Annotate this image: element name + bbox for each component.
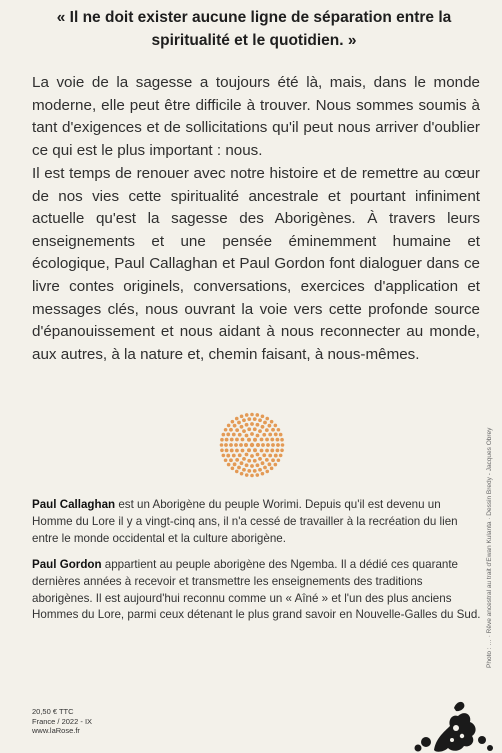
- publisher-logo-icon: [404, 698, 500, 753]
- ornament-dot: [271, 458, 275, 462]
- ornament-dot: [231, 420, 235, 424]
- ornament-dot: [235, 417, 239, 421]
- ornament-dot: [270, 449, 274, 453]
- price: 20,50 € TTC: [32, 707, 74, 716]
- ornament-dot: [235, 458, 239, 462]
- ornament-dot: [253, 438, 257, 442]
- ornament-dot: [239, 443, 243, 447]
- ornament-dot: [234, 443, 238, 447]
- ornament-dot: [268, 433, 272, 437]
- ornament-dot: [256, 463, 260, 467]
- ornament-dot: [250, 454, 254, 458]
- ornament-dot: [261, 415, 265, 419]
- ornament-dot: [224, 428, 228, 432]
- ornament-dot: [270, 420, 274, 424]
- author-name: Paul Callaghan: [32, 498, 116, 511]
- ornament-dot: [262, 453, 266, 457]
- ornament-dot: [250, 413, 254, 417]
- ornament-dot: [226, 433, 230, 437]
- ornament-dot: [263, 421, 267, 425]
- ornament-dot: [276, 443, 280, 447]
- ornament-dot: [220, 438, 224, 442]
- ornament-dot: [247, 448, 251, 452]
- ornament-dot: [280, 438, 284, 442]
- ornament-dot: [244, 443, 248, 447]
- ornament-dot: [258, 457, 262, 461]
- ornament-dot: [256, 453, 260, 457]
- ornament-dot: [247, 469, 251, 473]
- ornament-dot: [230, 438, 234, 442]
- ornament-dot: [245, 423, 249, 427]
- ornament-dot: [253, 427, 257, 431]
- ornament-dot: [253, 469, 257, 473]
- ornament-dot: [274, 463, 278, 467]
- ornament-dot: [256, 443, 260, 447]
- ornament-dot: [261, 461, 265, 465]
- ornament-dot: [225, 449, 229, 453]
- ornament-dot: [240, 461, 244, 465]
- ornament-dot: [250, 474, 254, 478]
- ornament-dot: [245, 463, 249, 467]
- ornament-dot: [240, 425, 244, 429]
- summary-paragraph-1: La voie de la sagesse a toujours été là, mais, dans le monde moderne, elle peut être difficile à trouver. Nous sommes soumis à tant d'exigences et de sollicitations qu'il peut nous arriver d'oublier ce qui est le plus important : nous.: [32, 74, 480, 159]
- summary-paragraph-2: Il est temps de renouer avec notre histoire et de remettre au cœur de nos vies cette spiritualité ancestrale et pourtant infiniment actuelle qu'est la sagesse des Aborigènes. À travers leurs enseignements et une pensée éminemment humaine et écologique, Paul Callaghan et Paul Gordon font dialoguer dans ce livre contes originels, conversations, exercices d'application et messages clés, nous ouvrant la voie vers cette profonde source d'épanouissement et nous aidant à nous reconnecter au monde, aux autres, à la nature et, chemin faisant, à nous-mêmes.: [32, 165, 480, 363]
- ornament-dot: [238, 453, 242, 457]
- ornament-dot: [266, 443, 270, 447]
- publisher-url: www.laRose.fr: [32, 726, 80, 736]
- aboriginal-dot-circle-icon: [219, 412, 285, 478]
- ornament-dot: [281, 443, 285, 447]
- ornament-dot: [268, 462, 272, 466]
- ornament-dot: [220, 443, 224, 447]
- ornament-dot: [256, 434, 260, 438]
- ornament-dot: [250, 432, 254, 436]
- ornament-dot: [268, 454, 272, 458]
- ornament-dot: [245, 434, 249, 438]
- ornament-dot: [229, 443, 233, 447]
- ornament-dot: [222, 433, 226, 437]
- ornament-dot: [279, 454, 283, 458]
- ornament-dot: [276, 438, 280, 442]
- ornament-dot: [233, 424, 237, 428]
- ornament-dot: [271, 428, 275, 432]
- author-bio-text: est un Aborigène du peuple Worimi. Depuis qu'il est devenu un Homme du Lore il y a vingt-cinq ans, il n'a cessé de travailler à la recréation du lien entre le monde occidental et la culture aborigène.: [32, 498, 458, 545]
- ornament-dot: [276, 449, 280, 453]
- ornament-dot: [265, 417, 269, 421]
- ornament-dot: [224, 443, 228, 447]
- ornament-dot: [258, 429, 262, 433]
- ornament-dot: [253, 448, 257, 452]
- ornament-dot: [233, 462, 237, 466]
- ornament-dot: [261, 425, 265, 429]
- ornament-dot: [256, 473, 260, 477]
- price-block: [32, 707, 92, 736]
- ornament-dot: [235, 449, 239, 453]
- ornament-dot: [241, 449, 245, 453]
- ornament-dot: [238, 433, 242, 437]
- ornament-dot: [242, 429, 246, 433]
- ornament-dot: [250, 464, 254, 468]
- ornament-dot: [265, 470, 269, 474]
- ornament-dot: [256, 423, 260, 427]
- ornament-dot: [245, 413, 249, 417]
- ornament-dot: [237, 421, 241, 425]
- ornament-dot: [235, 470, 239, 474]
- ornament-dot: [240, 415, 244, 419]
- ornament-dot: [258, 418, 262, 422]
- ornament-dot: [242, 468, 246, 472]
- ornament-dot: [245, 473, 249, 477]
- ornament-dot: [274, 424, 278, 428]
- edition-info: France / 2022 - IX: [32, 716, 93, 726]
- ornament-dot: [277, 458, 281, 462]
- ornament-dot: [241, 438, 245, 442]
- ornament-dot: [268, 424, 272, 428]
- author-bio-gordon: [32, 557, 482, 624]
- ornament-dot: [235, 428, 239, 432]
- ornament-dot: [270, 438, 274, 442]
- ornament-dot: [270, 467, 274, 471]
- ornament-dot: [225, 438, 229, 442]
- ornament-dot: [279, 433, 283, 437]
- ornament-dot: [277, 428, 281, 432]
- ornament-dot: [226, 454, 230, 458]
- author-name: Paul Gordon: [32, 558, 102, 571]
- ornament-dot: [263, 466, 267, 470]
- ornament-dot: [247, 427, 251, 431]
- ornament-dot: [235, 438, 239, 442]
- cover-credit: Photo : … · Rêve ancestral au trait d'Ewan Kulanta · Dessin Bredy - Jacques Obrey: [486, 427, 493, 668]
- ornament-dot: [231, 467, 235, 471]
- ornament-dot: [230, 449, 234, 453]
- ornament-dot: [250, 422, 254, 426]
- ornament-dot: [224, 458, 228, 462]
- ornament-dot: [261, 472, 265, 476]
- author-bio-callaghan: [32, 497, 482, 547]
- ornament-dot: [261, 443, 265, 447]
- ornament-dot: [237, 466, 241, 470]
- back-cover-quote: « Il ne doit exister aucune ligne de séparation entre la spiritualité et le quotidien. »: [56, 9, 452, 49]
- ornament-dot: [262, 433, 266, 437]
- ornament-dot: [265, 449, 269, 453]
- ornament-dot: [242, 418, 246, 422]
- ornament-dot: [265, 458, 269, 462]
- ornament-dot: [256, 413, 260, 417]
- ornament-dot: [271, 443, 275, 447]
- ornament-dot: [260, 449, 264, 453]
- ornament-dot: [274, 454, 278, 458]
- ornament-dot: [220, 449, 224, 453]
- ornament-dot: [232, 454, 236, 458]
- ornament-dot: [227, 463, 231, 467]
- ornament-dot: [265, 438, 269, 442]
- ornament-dot: [245, 453, 249, 457]
- ornament-dot: [280, 449, 284, 453]
- ornament-dot: [229, 458, 233, 462]
- ornament-dot: [253, 417, 257, 421]
- ornament-dot: [250, 443, 254, 447]
- ornament-dot: [247, 459, 251, 463]
- ornament-dot: [240, 472, 244, 476]
- ornament-dot: [247, 417, 251, 421]
- ornament-dot: [232, 433, 236, 437]
- ornament-dot: [260, 438, 264, 442]
- ornament-dot: [247, 438, 251, 442]
- ornament-dot: [253, 459, 257, 463]
- ornament-dot: [227, 424, 231, 428]
- author-bio-text: appartient au peuple aborigène des Ngemba. Il a dédié ces quarante dernières années à recevoir et transmettre les enseignements des traditions aborigènes. Il est aujourd'hui reconnu comme un « Aîné » et l'un des plus anciens Hommes du Lore, parmi ceux détenant le plus grand savoir en Nouvelle-Galles du Sud.: [32, 558, 481, 622]
- ornament-dot: [242, 457, 246, 461]
- ornament-dot: [222, 454, 226, 458]
- ornament-dot: [265, 428, 269, 432]
- ornament-dot: [229, 428, 233, 432]
- ornament-dot: [274, 433, 278, 437]
- ornament-dot: [258, 468, 262, 472]
